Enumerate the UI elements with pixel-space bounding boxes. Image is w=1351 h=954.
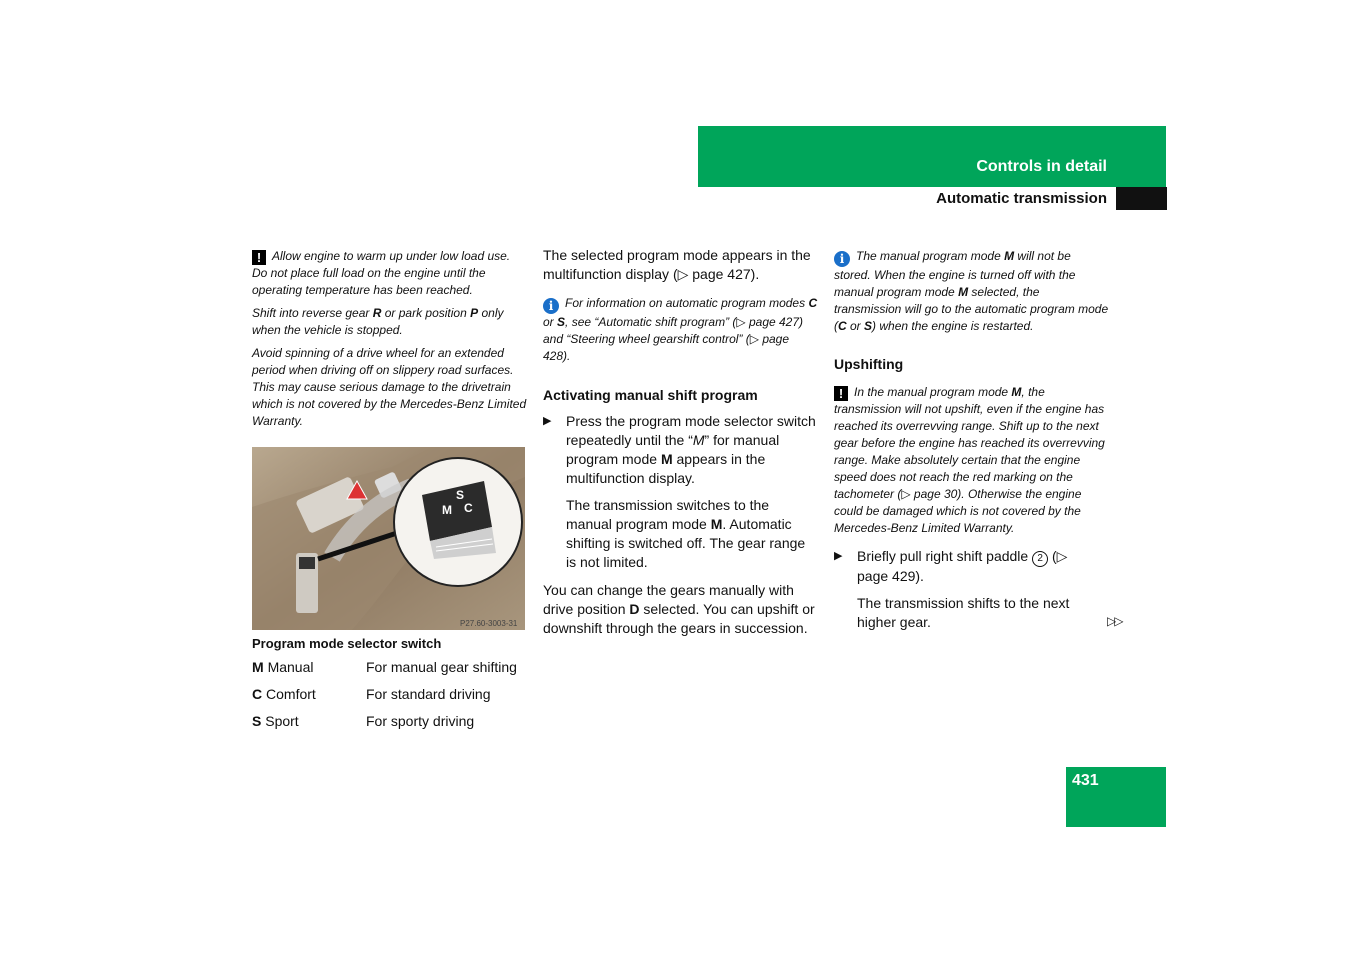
mode-row-manual: M Manual For manual gear shifting [252,659,517,675]
step-press-selector: ▶ Press the program mode selector switch repeatedly until the “M” for manual program mode M appears in the multifunction display. [543,413,816,486]
page-number: 431 [1072,772,1099,789]
mode-row-sport: S Sport For sporty driving [252,713,475,729]
console-illustration [252,447,525,630]
section-title: Automatic transmission [936,190,1107,207]
info-icon: i [834,251,850,267]
manual-shift-heading: Activating manual shift program [543,387,758,403]
warning-paragraph-1: ! Allow engine to warm up under low load use. Do not place full load on the engine until the operating temperature has been reached. [252,249,511,297]
info-icon: i [543,298,559,314]
switch-label-c: C [464,501,473,515]
program-mode-selector-photo [252,447,525,630]
info-note: i For information on automatic program modes C or S, see “Automatic shift program” (▷ page 427) and “Steering wheel gearshift control” (▷ page 428). [543,296,818,363]
upshift-result: The transmission shifts to the next higher gear. [857,595,1070,630]
warning-paragraph-3: Avoid spinning of a drive wheel for an extended period when driving off on slippery road surfaces. This may cause serious damage to the drivetrain which is not covered by the Mercedes-Benz Limited Warranty. [252,346,527,428]
warning-icon: ! [252,250,266,265]
middle-column [543,246,818,638]
upshift-warning: ! In the manual program mode M, the transmission will not upshift, even if the engine has reached its overrevving range. Shift up to the next gear before the engine has reached its overrevving range. Make absolutely certain that the engine speed does not reach the red marking on the tachometer (▷ page 30). Otherwise the engine could be damaged which is not covered by the Mercedes-Benz Limited Warranty. [834,385,1105,535]
bullet-arrow-icon: ▶ [543,415,552,427]
intro-paragraph: The selected program mode appears in the multifunction display (▷ page 427). [543,247,811,282]
chapter-title: Controls in detail [976,158,1107,175]
paddle-number-badge: 2 [1032,551,1048,567]
left-column [252,248,527,430]
mode-row-comfort: C Comfort For standard driving [252,686,491,702]
info-note-storage: i The manual program mode M will not be stored. When the engine is turned off with the manual program mode M selected, the transmission will go to the automatic program mode (C or S) when the engine is restarted. [834,249,1109,333]
switch-label-s: S [456,488,465,502]
right-column [834,248,1110,632]
warning-icon: ! [834,386,848,401]
step-pull-paddle: ▶ Briefly pull right shift paddle 2 (▷ page 429). [834,548,1068,584]
section-tab-marker [1116,187,1167,210]
bullet-arrow-icon: ▶ [834,550,843,562]
step-result: The transmission switches to the manual program mode M. Automatic shifting is switched off. The gear range is not limited. [566,497,806,570]
manual-gears-paragraph: You can change the gears manually with drive position D selected. You can upshift or downshift through the gears in succession. [543,582,815,636]
continued-arrows-icon: ▷▷ [1107,614,1122,628]
chapter-header-band [698,126,1166,187]
upshifting-heading: Upshifting [834,356,904,372]
switch-label-m: M [442,503,452,517]
photo-code: P27.60-3003-31 [460,619,518,628]
photo-caption: Program mode selector switch [252,636,442,651]
warning-paragraph-2: Shift into reverse gear R or park position P only when the vehicle is stopped. [252,306,504,337]
